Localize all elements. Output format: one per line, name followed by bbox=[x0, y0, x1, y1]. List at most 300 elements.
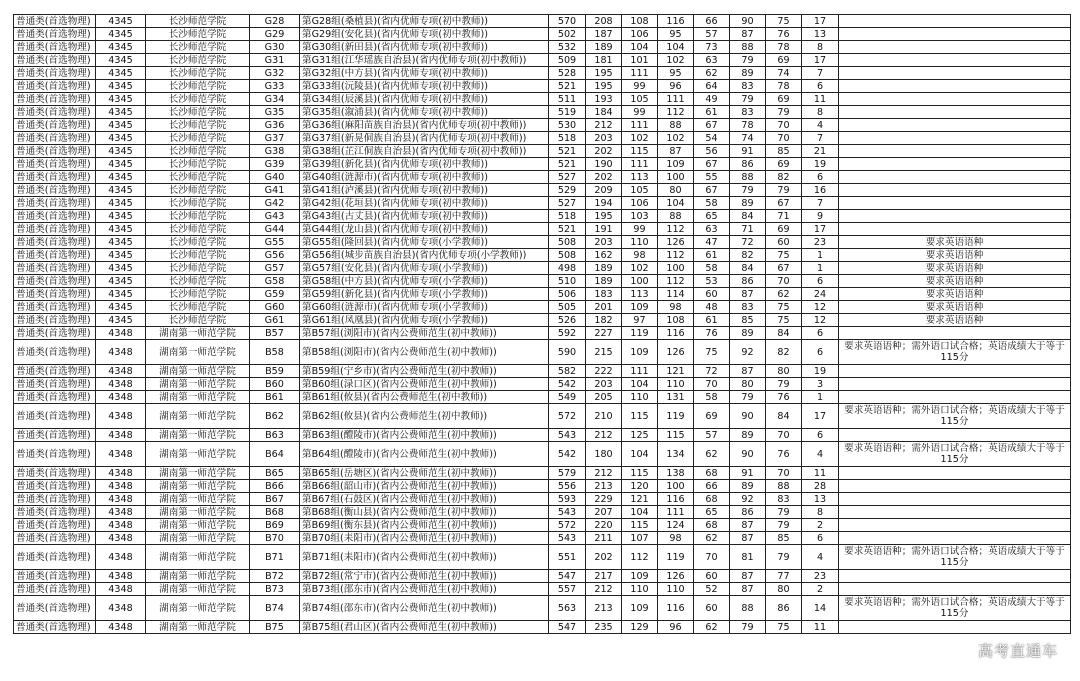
cell-group-name: 第G34组(辰溪县)(省内优师专项(初中教师)) bbox=[300, 93, 549, 106]
cell-score-c: 112 bbox=[658, 223, 694, 236]
cell-score-f: 79 bbox=[766, 545, 802, 570]
cell-category: 普通类(首选物理) bbox=[14, 519, 96, 532]
cell-score-f: 69 bbox=[766, 158, 802, 171]
cell-total-score: 508 bbox=[549, 236, 586, 249]
cell-school-code: 4345 bbox=[96, 262, 146, 275]
cell-score-b: 99 bbox=[622, 80, 658, 93]
cell-group-code: B73 bbox=[250, 583, 300, 596]
cell-group-code: G58 bbox=[250, 275, 300, 288]
cell-score-d: 55 bbox=[694, 171, 730, 184]
cell-score-b: 129 bbox=[622, 621, 658, 634]
cell-count: 23 bbox=[802, 236, 839, 249]
cell-score-b: 106 bbox=[622, 28, 658, 41]
cell-category: 普通类(首选物理) bbox=[14, 532, 96, 545]
cell-group-name: 第G33组(沅陵县)(省内优师专项(初中教师)) bbox=[300, 80, 549, 93]
cell-score-f: 85 bbox=[766, 145, 802, 158]
cell-count: 7 bbox=[802, 67, 839, 80]
table-row bbox=[14, 28, 1071, 41]
cell-school-name: 长沙师范学院 bbox=[146, 249, 250, 262]
table-row bbox=[14, 210, 1071, 223]
cell-score-f: 82 bbox=[766, 340, 802, 365]
cell-total-score: 519 bbox=[549, 106, 586, 119]
cell-group-code: B70 bbox=[250, 532, 300, 545]
cell-score-c: 98 bbox=[658, 301, 694, 314]
cell-category: 普通类(首选物理) bbox=[14, 596, 96, 621]
cell-score-f: 78 bbox=[766, 41, 802, 54]
cell-score-e: 88 bbox=[730, 596, 766, 621]
cell-score-a: 208 bbox=[586, 15, 622, 28]
cell-school-name: 长沙师范学院 bbox=[146, 41, 250, 54]
cell-note: 要求英语语种 bbox=[839, 288, 1071, 301]
cell-score-d: 58 bbox=[694, 262, 730, 275]
cell-school-code: 4348 bbox=[96, 467, 146, 480]
cell-score-f: 69 bbox=[766, 223, 802, 236]
cell-note bbox=[839, 41, 1071, 54]
cell-total-score: 549 bbox=[549, 391, 586, 404]
watermark: 高考直通车 bbox=[977, 642, 1058, 660]
cell-score-d: 70 bbox=[694, 545, 730, 570]
table-row bbox=[14, 80, 1071, 93]
cell-score-a: 202 bbox=[586, 171, 622, 184]
cell-score-d: 66 bbox=[694, 15, 730, 28]
cell-score-e: 90 bbox=[730, 442, 766, 467]
cell-note: 要求英语语种 bbox=[839, 236, 1071, 249]
table-row bbox=[14, 119, 1071, 132]
cell-group-code: B68 bbox=[250, 506, 300, 519]
cell-score-b: 109 bbox=[622, 301, 658, 314]
cell-total-score: 556 bbox=[549, 480, 586, 493]
table-row bbox=[14, 145, 1071, 158]
cell-school-name: 湖南第一师范学院 bbox=[146, 596, 250, 621]
cell-count: 16 bbox=[802, 184, 839, 197]
cell-note: 要求英语语种；需外语口试合格；英语成绩大于等于115分 bbox=[839, 545, 1071, 570]
cell-total-score: 527 bbox=[549, 197, 586, 210]
cell-score-a: 187 bbox=[586, 28, 622, 41]
cell-score-a: 227 bbox=[586, 327, 622, 340]
table-row bbox=[14, 570, 1071, 583]
cell-group-name: 第G39组(新化县)(省内优师专项(初中教师)) bbox=[300, 158, 549, 171]
cell-score-a: 207 bbox=[586, 506, 622, 519]
cell-group-code: G61 bbox=[250, 314, 300, 327]
cell-score-d: 57 bbox=[694, 28, 730, 41]
cell-category: 普通类(首选物理) bbox=[14, 404, 96, 429]
cell-score-d: 68 bbox=[694, 493, 730, 506]
cell-count: 17 bbox=[802, 54, 839, 67]
cell-score-e: 80 bbox=[730, 378, 766, 391]
table-row bbox=[14, 596, 1071, 621]
cell-score-e: 90 bbox=[730, 404, 766, 429]
table-row bbox=[14, 327, 1071, 340]
cell-group-code: G35 bbox=[250, 106, 300, 119]
cell-count: 28 bbox=[802, 480, 839, 493]
cell-group-code: B64 bbox=[250, 442, 300, 467]
cell-score-e: 83 bbox=[730, 80, 766, 93]
cell-school-code: 4345 bbox=[96, 249, 146, 262]
cell-score-e: 72 bbox=[730, 236, 766, 249]
cell-score-a: 229 bbox=[586, 493, 622, 506]
cell-score-f: 69 bbox=[766, 54, 802, 67]
cell-score-d: 68 bbox=[694, 519, 730, 532]
cell-score-d: 58 bbox=[694, 391, 730, 404]
cell-score-d: 61 bbox=[694, 249, 730, 262]
cell-score-d: 62 bbox=[694, 532, 730, 545]
table-body bbox=[14, 15, 1071, 634]
cell-group-code: B74 bbox=[250, 596, 300, 621]
cell-group-name: 第B66组(韶山市)(省内公费师范生(初中教师)) bbox=[300, 480, 549, 493]
cell-score-f: 83 bbox=[766, 493, 802, 506]
cell-score-d: 69 bbox=[694, 404, 730, 429]
cell-group-code: G41 bbox=[250, 184, 300, 197]
cell-group-name: 第G44组(龙山县)(省内优师专项(初中教师)) bbox=[300, 223, 549, 236]
cell-score-f: 79 bbox=[766, 184, 802, 197]
cell-note: 要求英语语种 bbox=[839, 314, 1071, 327]
cell-group-name: 第G60组(涟源市)(省内优师专项(小学教师)) bbox=[300, 301, 549, 314]
cell-total-score: 590 bbox=[549, 340, 586, 365]
cell-group-name: 第B57组(浏阳市)(省内公费师范生(初中教师)) bbox=[300, 327, 549, 340]
cell-score-e: 90 bbox=[730, 15, 766, 28]
cell-score-f: 82 bbox=[766, 171, 802, 184]
cell-score-f: 86 bbox=[766, 596, 802, 621]
cell-group-code: G60 bbox=[250, 301, 300, 314]
cell-score-a: 181 bbox=[586, 54, 622, 67]
cell-note: 要求英语语种；需外语口试合格；英语成绩大于等于115分 bbox=[839, 596, 1071, 621]
cell-score-c: 116 bbox=[658, 327, 694, 340]
cell-note bbox=[839, 28, 1071, 41]
cell-group-code: G42 bbox=[250, 197, 300, 210]
cell-group-code: B72 bbox=[250, 570, 300, 583]
cell-total-score: 557 bbox=[549, 583, 586, 596]
cell-total-score: 528 bbox=[549, 67, 586, 80]
cell-group-name: 第G41组(泸溪县)(省内优师专项(初中教师)) bbox=[300, 184, 549, 197]
table-row bbox=[14, 197, 1071, 210]
cell-score-f: 67 bbox=[766, 262, 802, 275]
cell-score-c: 102 bbox=[658, 54, 694, 67]
cell-score-c: 116 bbox=[658, 15, 694, 28]
cell-score-b: 110 bbox=[622, 236, 658, 249]
cell-score-e: 85 bbox=[730, 314, 766, 327]
cell-school-code: 4345 bbox=[96, 158, 146, 171]
cell-score-e: 92 bbox=[730, 340, 766, 365]
cell-score-a: 209 bbox=[586, 184, 622, 197]
cell-score-c: 95 bbox=[658, 67, 694, 80]
cell-score-a: 183 bbox=[586, 288, 622, 301]
cell-category: 普通类(首选物理) bbox=[14, 67, 96, 80]
cell-score-e: 79 bbox=[730, 54, 766, 67]
cell-score-d: 68 bbox=[694, 467, 730, 480]
cell-score-d: 52 bbox=[694, 583, 730, 596]
cell-score-c: 111 bbox=[658, 93, 694, 106]
cell-score-d: 67 bbox=[694, 158, 730, 171]
cell-score-b: 109 bbox=[622, 570, 658, 583]
cell-note bbox=[839, 378, 1071, 391]
table-row bbox=[14, 404, 1071, 429]
cell-score-c: 126 bbox=[658, 236, 694, 249]
cell-score-c: 119 bbox=[658, 404, 694, 429]
cell-school-code: 4348 bbox=[96, 442, 146, 467]
cell-score-f: 80 bbox=[766, 583, 802, 596]
cell-group-name: 第G61组(凤凰县)(省内优师专项(小学教师)) bbox=[300, 314, 549, 327]
cell-note bbox=[839, 391, 1071, 404]
cell-score-d: 65 bbox=[694, 210, 730, 223]
cell-note: 要求英语语种；需外语口试合格；英语成绩大于等于115分 bbox=[839, 404, 1071, 429]
cell-group-name: 第B67组(石鼓区)(省内公费师范生(初中教师)) bbox=[300, 493, 549, 506]
cell-count: 6 bbox=[802, 171, 839, 184]
cell-score-e: 88 bbox=[730, 171, 766, 184]
cell-score-c: 111 bbox=[658, 506, 694, 519]
cell-category: 普通类(首选物理) bbox=[14, 93, 96, 106]
table-row bbox=[14, 158, 1071, 171]
cell-score-d: 75 bbox=[694, 340, 730, 365]
cell-school-name: 长沙师范学院 bbox=[146, 197, 250, 210]
cell-score-f: 70 bbox=[766, 429, 802, 442]
cell-school-code: 4348 bbox=[96, 545, 146, 570]
cell-category: 普通类(首选物理) bbox=[14, 288, 96, 301]
cell-school-code: 4348 bbox=[96, 532, 146, 545]
cell-group-name: 第B68组(衡山县)(省内公费师范生(初中教师)) bbox=[300, 506, 549, 519]
cell-school-code: 4345 bbox=[96, 301, 146, 314]
cell-score-a: 180 bbox=[586, 442, 622, 467]
table-row bbox=[14, 262, 1071, 275]
cell-score-c: 88 bbox=[658, 210, 694, 223]
cell-school-code: 4345 bbox=[96, 119, 146, 132]
cell-count: 12 bbox=[802, 301, 839, 314]
cell-group-code: B63 bbox=[250, 429, 300, 442]
cell-score-c: 114 bbox=[658, 288, 694, 301]
cell-total-score: 510 bbox=[549, 275, 586, 288]
cell-school-name: 湖南第一师范学院 bbox=[146, 545, 250, 570]
cell-count: 19 bbox=[802, 158, 839, 171]
cell-score-f: 85 bbox=[766, 532, 802, 545]
cell-category: 普通类(首选物理) bbox=[14, 197, 96, 210]
cell-school-name: 长沙师范学院 bbox=[146, 145, 250, 158]
cell-category: 普通类(首选物理) bbox=[14, 249, 96, 262]
cell-score-f: 79 bbox=[766, 519, 802, 532]
cell-score-f: 70 bbox=[766, 119, 802, 132]
cell-group-code: G31 bbox=[250, 54, 300, 67]
cell-school-code: 4345 bbox=[96, 67, 146, 80]
cell-school-name: 湖南第一师范学院 bbox=[146, 583, 250, 596]
cell-score-c: 112 bbox=[658, 275, 694, 288]
cell-score-a: 189 bbox=[586, 262, 622, 275]
cell-school-code: 4348 bbox=[96, 519, 146, 532]
cell-school-code: 4345 bbox=[96, 236, 146, 249]
cell-group-code: G28 bbox=[250, 15, 300, 28]
cell-group-name: 第B61组(攸县)(省内公费师范生(初中教师)) bbox=[300, 391, 549, 404]
cell-school-name: 湖南第一师范学院 bbox=[146, 442, 250, 467]
cell-note bbox=[839, 621, 1071, 634]
cell-score-a: 184 bbox=[586, 106, 622, 119]
cell-group-code: G36 bbox=[250, 119, 300, 132]
cell-score-a: 212 bbox=[586, 467, 622, 480]
cell-total-score: 530 bbox=[549, 119, 586, 132]
cell-school-name: 湖南第一师范学院 bbox=[146, 467, 250, 480]
cell-score-b: 104 bbox=[622, 506, 658, 519]
cell-score-c: 126 bbox=[658, 570, 694, 583]
cell-score-c: 131 bbox=[658, 391, 694, 404]
cell-group-code: G57 bbox=[250, 262, 300, 275]
table-row bbox=[14, 365, 1071, 378]
cell-score-e: 87 bbox=[730, 288, 766, 301]
cell-score-e: 82 bbox=[730, 249, 766, 262]
cell-group-code: G55 bbox=[250, 236, 300, 249]
cell-note bbox=[839, 480, 1071, 493]
table-row bbox=[14, 493, 1071, 506]
cell-group-name: 第G40组(涟源市)(省内优师专项(初中教师)) bbox=[300, 171, 549, 184]
cell-category: 普通类(首选物理) bbox=[14, 442, 96, 467]
cell-category: 普通类(首选物理) bbox=[14, 15, 96, 28]
cell-note bbox=[839, 184, 1071, 197]
cell-group-code: B61 bbox=[250, 391, 300, 404]
cell-school-code: 4345 bbox=[96, 93, 146, 106]
cell-total-score: 511 bbox=[549, 93, 586, 106]
cell-score-d: 49 bbox=[694, 93, 730, 106]
cell-score-d: 61 bbox=[694, 106, 730, 119]
cell-score-e: 84 bbox=[730, 262, 766, 275]
cell-score-e: 84 bbox=[730, 210, 766, 223]
cell-count: 1 bbox=[802, 262, 839, 275]
cell-group-name: 第G30组(新田县)(省内优师专项(初中教师)) bbox=[300, 41, 549, 54]
cell-score-f: 79 bbox=[766, 106, 802, 119]
cell-score-b: 125 bbox=[622, 429, 658, 442]
cell-note bbox=[839, 467, 1071, 480]
cell-group-name: 第B71组(耒阳市)(省内公费师范生(初中教师)) bbox=[300, 545, 549, 570]
cell-score-f: 71 bbox=[766, 210, 802, 223]
table-row bbox=[14, 545, 1071, 570]
cell-score-f: 69 bbox=[766, 93, 802, 106]
cell-total-score: 592 bbox=[549, 327, 586, 340]
cell-note bbox=[839, 67, 1071, 80]
cell-score-b: 111 bbox=[622, 119, 658, 132]
cell-score-e: 89 bbox=[730, 327, 766, 340]
cell-category: 普通类(首选物理) bbox=[14, 41, 96, 54]
cell-note bbox=[839, 197, 1071, 210]
cell-total-score: 572 bbox=[549, 404, 586, 429]
cell-score-a: 213 bbox=[586, 596, 622, 621]
cell-school-name: 湖南第一师范学院 bbox=[146, 378, 250, 391]
cell-category: 普通类(首选物理) bbox=[14, 570, 96, 583]
cell-category: 普通类(首选物理) bbox=[14, 391, 96, 404]
cell-score-b: 109 bbox=[622, 340, 658, 365]
cell-school-name: 湖南第一师范学院 bbox=[146, 391, 250, 404]
cell-score-b: 97 bbox=[622, 314, 658, 327]
cell-score-a: 222 bbox=[586, 365, 622, 378]
cell-group-name: 第G32组(中方县)(省内优师专项(初中教师)) bbox=[300, 67, 549, 80]
cell-school-name: 长沙师范学院 bbox=[146, 106, 250, 119]
cell-category: 普通类(首选物理) bbox=[14, 621, 96, 634]
cell-group-code: B67 bbox=[250, 493, 300, 506]
cell-score-e: 87 bbox=[730, 365, 766, 378]
cell-score-a: 203 bbox=[586, 132, 622, 145]
cell-school-name: 长沙师范学院 bbox=[146, 54, 250, 67]
table-row bbox=[14, 506, 1071, 519]
cell-school-code: 4345 bbox=[96, 41, 146, 54]
cell-count: 17 bbox=[802, 15, 839, 28]
cell-score-f: 84 bbox=[766, 327, 802, 340]
cell-group-code: B60 bbox=[250, 378, 300, 391]
cell-score-b: 120 bbox=[622, 480, 658, 493]
cell-score-d: 76 bbox=[694, 327, 730, 340]
cell-count: 6 bbox=[802, 429, 839, 442]
cell-category: 普通类(首选物理) bbox=[14, 80, 96, 93]
cell-group-name: 第G43组(古丈县)(省内优师专项(初中教师)) bbox=[300, 210, 549, 223]
cell-total-score: 542 bbox=[549, 442, 586, 467]
cell-group-name: 第B64组(醴陵市)(省内公费师范生(初中教师)) bbox=[300, 442, 549, 467]
cell-school-name: 长沙师范学院 bbox=[146, 262, 250, 275]
cell-school-code: 4348 bbox=[96, 391, 146, 404]
cell-score-e: 83 bbox=[730, 301, 766, 314]
cell-school-code: 4348 bbox=[96, 570, 146, 583]
cell-school-code: 4345 bbox=[96, 132, 146, 145]
cell-count: 23 bbox=[802, 570, 839, 583]
cell-school-code: 4345 bbox=[96, 314, 146, 327]
table-row bbox=[14, 340, 1071, 365]
cell-group-code: G38 bbox=[250, 145, 300, 158]
table-row bbox=[14, 249, 1071, 262]
cell-school-name: 湖南第一师范学院 bbox=[146, 327, 250, 340]
cell-total-score: 543 bbox=[549, 429, 586, 442]
cell-total-score: 543 bbox=[549, 506, 586, 519]
cell-total-score: 542 bbox=[549, 378, 586, 391]
cell-school-code: 4348 bbox=[96, 404, 146, 429]
cell-score-b: 113 bbox=[622, 171, 658, 184]
cell-score-c: 102 bbox=[658, 132, 694, 145]
table-row bbox=[14, 93, 1071, 106]
cell-group-name: 第G36组(麻阳苗族自治县)(省内优师专项(初中教师)) bbox=[300, 119, 549, 132]
cell-note bbox=[839, 570, 1071, 583]
cell-category: 普通类(首选物理) bbox=[14, 171, 96, 184]
cell-count: 24 bbox=[802, 288, 839, 301]
cell-count: 17 bbox=[802, 404, 839, 429]
cell-group-code: G34 bbox=[250, 93, 300, 106]
cell-total-score: 551 bbox=[549, 545, 586, 570]
cell-score-f: 75 bbox=[766, 301, 802, 314]
cell-score-b: 102 bbox=[622, 262, 658, 275]
cell-school-code: 4345 bbox=[96, 28, 146, 41]
cell-total-score: 509 bbox=[549, 54, 586, 67]
cell-note: 要求英语语种 bbox=[839, 301, 1071, 314]
cell-score-e: 86 bbox=[730, 275, 766, 288]
cell-score-a: 213 bbox=[586, 480, 622, 493]
table-row bbox=[14, 171, 1071, 184]
cell-school-code: 4345 bbox=[96, 80, 146, 93]
cell-category: 普通类(首选物理) bbox=[14, 467, 96, 480]
cell-score-b: 106 bbox=[622, 197, 658, 210]
cell-category: 普通类(首选物理) bbox=[14, 145, 96, 158]
cell-score-e: 92 bbox=[730, 493, 766, 506]
cell-score-a: 189 bbox=[586, 41, 622, 54]
cell-group-name: 第B65组(岳塘区)(省内公费师范生(初中教师)) bbox=[300, 467, 549, 480]
cell-school-code: 4345 bbox=[96, 197, 146, 210]
cell-school-code: 4348 bbox=[96, 480, 146, 493]
cell-category: 普通类(首选物理) bbox=[14, 493, 96, 506]
cell-count: 4 bbox=[802, 442, 839, 467]
cell-score-a: 182 bbox=[586, 314, 622, 327]
table-row bbox=[14, 467, 1071, 480]
cell-school-name: 湖南第一师范学院 bbox=[146, 493, 250, 506]
cell-group-code: B59 bbox=[250, 365, 300, 378]
cell-count: 1 bbox=[802, 391, 839, 404]
cell-score-c: 104 bbox=[658, 197, 694, 210]
cell-count: 11 bbox=[802, 467, 839, 480]
cell-group-name: 第G58组(中方县)(省内优师专项(小学教师)) bbox=[300, 275, 549, 288]
cell-note bbox=[839, 327, 1071, 340]
cell-note: 要求英语语种；需外语口试合格；英语成绩大于等于115分 bbox=[839, 340, 1071, 365]
cell-group-code: B62 bbox=[250, 404, 300, 429]
cell-score-b: 119 bbox=[622, 327, 658, 340]
cell-score-b: 121 bbox=[622, 493, 658, 506]
cell-note bbox=[839, 158, 1071, 171]
cell-category: 普通类(首选物理) bbox=[14, 378, 96, 391]
